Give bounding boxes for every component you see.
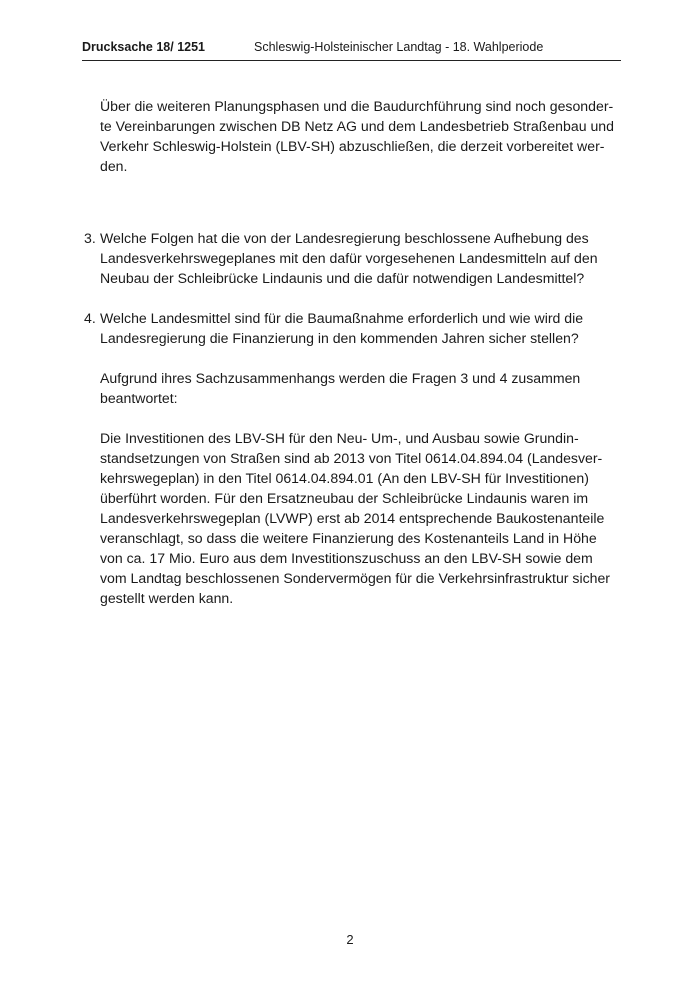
- question-number: 3.: [84, 230, 96, 246]
- question-text: Welche Folgen hat die von der Landesregierung beschlossene Aufhebung des Landesverkehrswegeplanes mit den dafür vorgesehenen Landesmitteln auf den Neubau der Schleibrücke Lindaunis und die dafür notwendigen Landesmittel?: [100, 230, 598, 286]
- question-text: Welche Landesmittel sind für die Baumaßnahme erforderlich und wie wird die Landesregierung die Finanzierung in den kommenden Jahren sicher stellen?: [100, 310, 584, 346]
- question-3: [84, 228, 624, 288]
- answer-intro-paragraph: Aufgrund ihres Sachzusammenhangs werden die Fragen 3 und 4 zusammen beantwortet:: [100, 370, 581, 406]
- page-number: 2: [346, 932, 354, 947]
- spacer: [84, 408, 624, 428]
- spacer: [84, 176, 624, 228]
- spacer: [84, 348, 624, 368]
- answer-body-paragraph: Die Investitionen des LBV-SH für den Neu- Um-, und Ausbau sowie Grundin- standsetzungen von Straßen sind ab 2013 von Titel 0614.04.894.04 (Landesver- kehrswegeplan) in den Titel 0614.04.894.01 (An den LBV-SH für Investitionen) überführt worden. Für den Ersatzneubau der Schleibrücke Lindaunis waren im Landesverkehrswegeplan (LVWP) erst ab 2014 entsprechende Baukostenanteile veranschlagt, so dass die weitere Finanzierung des Kostenanteils Land in Höhe von ca. 17 Mio. Euro aus dem Investitionszuschuss an den LBV-SH sowie dem vom Landtag beschlossenen Sondervermögen für die Verkehrsinfrastruktur sicher gestellt werden kann.: [100, 430, 610, 606]
- question-number: 4.: [84, 310, 96, 326]
- spacer: [84, 288, 624, 308]
- page-header: [82, 40, 621, 61]
- intro-paragraph: Über die weiteren Planungsphasen und die Baudurchführung sind noch gesonder- te Vereinbarungen zwischen DB Netz AG und dem Landesbetrieb Straßenbau und Verkehr Schleswig-Holstein (LBV-SH) abzuschließen, die derzeit vorbereitet wer- den.: [100, 98, 614, 174]
- question-4: [84, 308, 624, 348]
- parliament-period: Schleswig-Holsteinischer Landtag - 18. Wahlperiode: [254, 40, 544, 54]
- document-number: Drucksache 18/ 1251: [82, 40, 206, 54]
- document-body: [84, 96, 624, 608]
